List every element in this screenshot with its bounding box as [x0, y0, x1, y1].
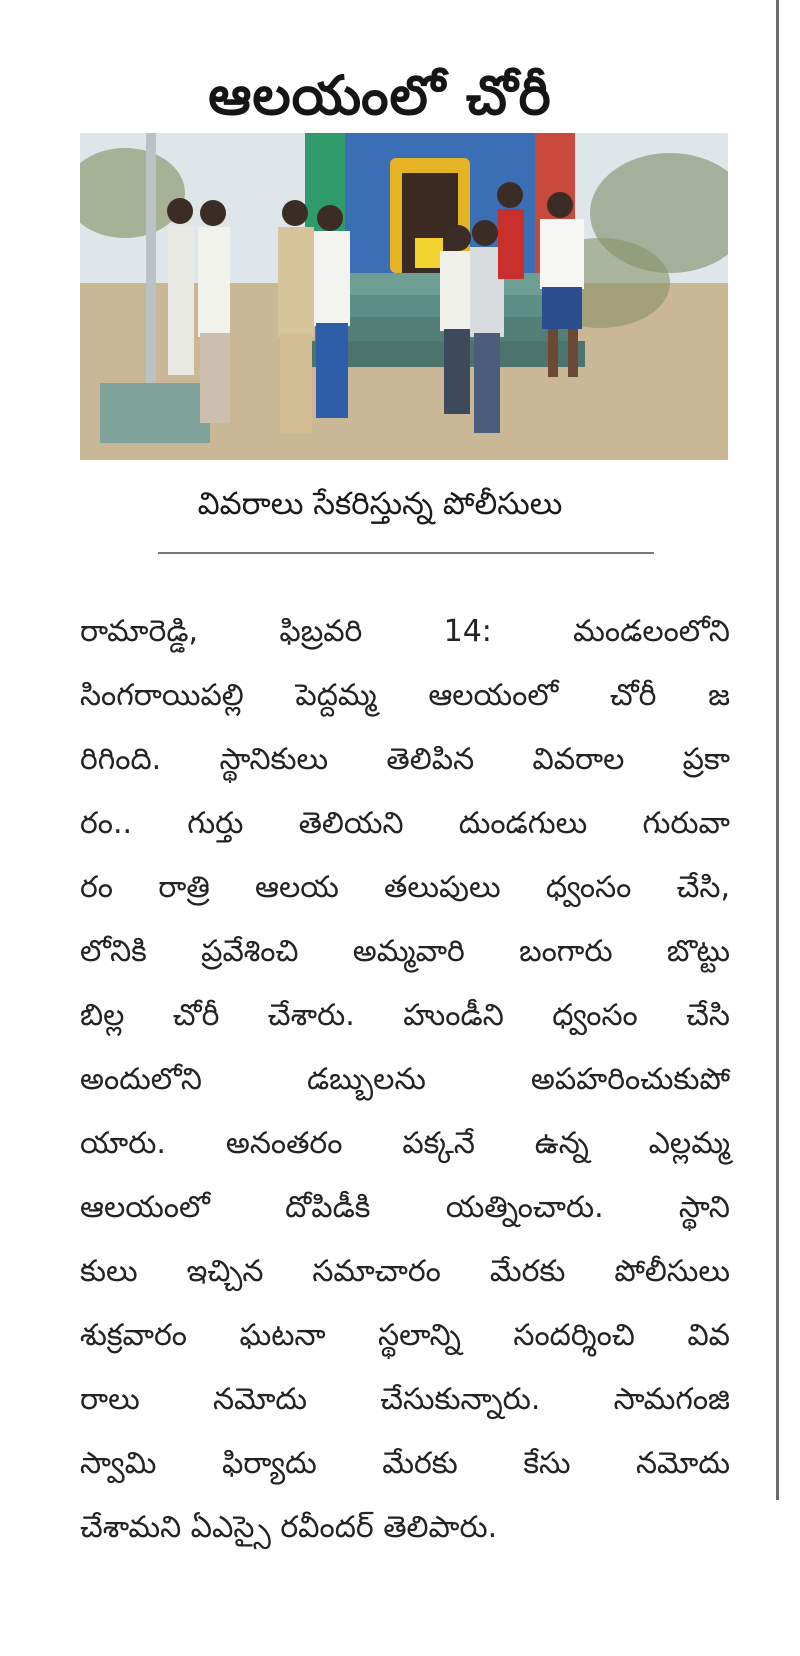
photo-caption: వివరాలు సేకరిస్తున్న పోలీసులు	[197, 486, 563, 522]
body-line: అందులోని డబ్బులను అపహరించుకుపో	[80, 1062, 730, 1097]
news-photo	[80, 133, 728, 460]
body-line: రామారెడ్డి, ఫిబ్రవరి 14: మండలంలోని	[80, 614, 730, 649]
body-line: సింగరాయిపల్లి పెద్దమ్మ ఆలయంలో చోరీ జ	[80, 678, 730, 713]
body-line: లోనికి ప్రవేశించి అమ్మవారి బంగారు బొట్టు	[80, 934, 730, 969]
body-line: చేశామని ఏఎస్సై రవీందర్ తెలిపారు.	[80, 1510, 498, 1545]
body-line: రాలు నమోదు చేసుకున్నారు. సామగంజి	[80, 1382, 730, 1417]
photo-icon	[80, 133, 728, 460]
body-line: రం రాత్రి ఆలయ తలుపులు ధ్వంసం చేసి,	[80, 870, 730, 905]
body-line: బిల్ల చోరీ చేశారు. హుండీని ధ్వంసం చేసి	[80, 998, 730, 1033]
body-line: స్వామి ఫిర్యాదు మేరకు కేసు నమోదు	[80, 1446, 730, 1481]
article-body	[80, 600, 730, 1560]
body-line: యారు. అనంతరం పక్కనే ఉన్న ఎల్లమ్మ	[80, 1126, 730, 1161]
headline: ఆలయంలో చోరీ	[208, 64, 552, 128]
caption-divider	[158, 552, 654, 554]
column-rule	[776, 0, 779, 1500]
body-line: ఆలయంలో దోపిడీకి యత్నించారు. స్థాని	[80, 1190, 730, 1225]
body-line: శుక్రవారం ఘటనా స్థలాన్ని సందర్శించి వివ	[80, 1318, 730, 1353]
body-line: రిగింది. స్థానికులు తెలిపిన వివరాల ప్రకా	[80, 742, 730, 777]
body-line: రం.. గుర్తు తెలియని దుండగులు గురువా	[80, 806, 730, 841]
body-line: కులు ఇచ్చిన సమాచారం మేరకు పోలీసులు	[80, 1254, 730, 1289]
